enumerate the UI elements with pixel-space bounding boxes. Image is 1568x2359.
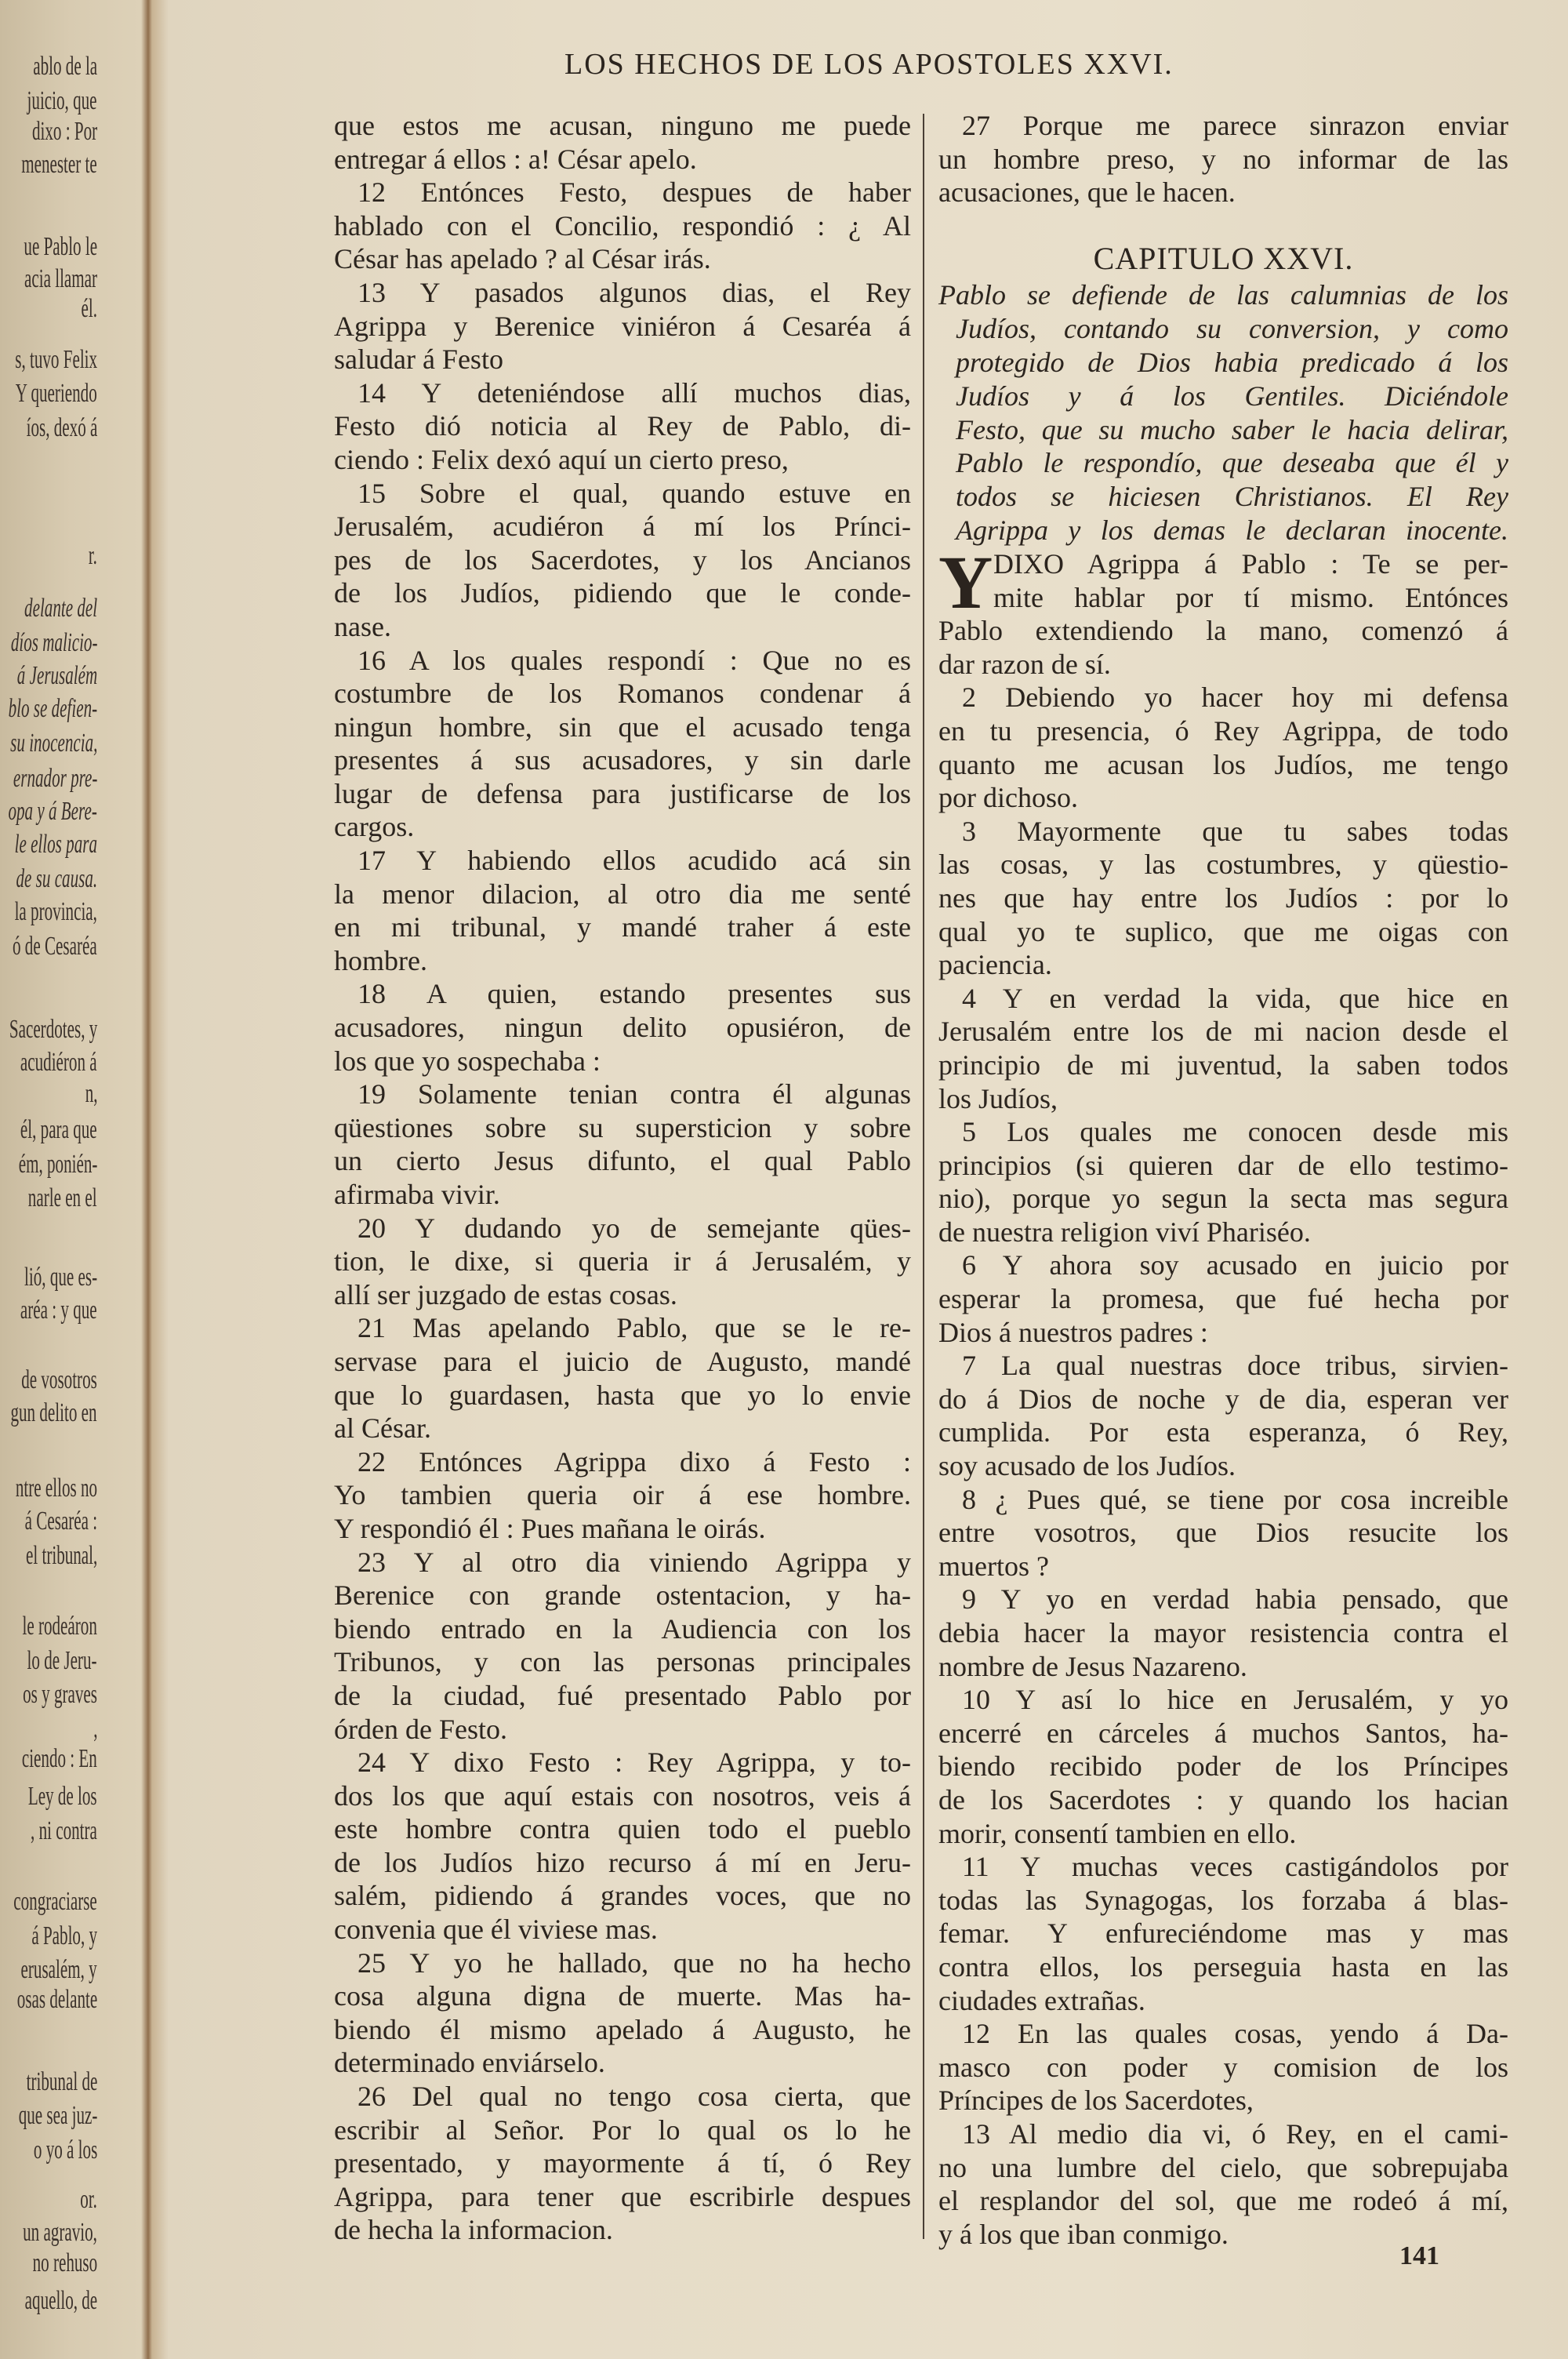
text-line: 21 Mas apelando Pablo, que se le re- bbox=[358, 1312, 911, 1344]
previous-page-fragment: él, para que bbox=[20, 1115, 97, 1145]
summary-line: Judíos, contando su conversion, y como bbox=[956, 312, 1508, 344]
text-line: servase para el juicio de Augusto, mandé bbox=[334, 1345, 911, 1377]
text-line: ciudades extrañas. bbox=[938, 1984, 1145, 2016]
previous-page-fragment: la provincia, bbox=[14, 897, 97, 927]
text-line: este hombre contra quien todo el pueblo bbox=[334, 1813, 911, 1845]
text-line: dos los que aquí estais con nosotros, veis á bbox=[334, 1779, 911, 1812]
previous-page-fragment: ó de Cesaréa bbox=[13, 932, 97, 961]
text-line: contra ellos, los perseguia hasta en las bbox=[938, 1950, 1508, 1983]
text-line: no una lumbre del cielo, que sobrepujaba bbox=[938, 2151, 1508, 2183]
previous-page-fragment: ernador pre- bbox=[13, 763, 97, 793]
previous-page-fragment: un agravio, bbox=[23, 2218, 97, 2248]
text-line: biendo recibido poder de los Príncipes bbox=[938, 1750, 1508, 1783]
text-line: 11 Y muchas veces castigándolos por bbox=[962, 1851, 1508, 1883]
previous-page-edge bbox=[0, 0, 146, 2359]
verse-paragraph bbox=[938, 1349, 1508, 1482]
verse-paragraph bbox=[938, 982, 1508, 1115]
text-line: esperar la promesa, que fué hecha por bbox=[938, 1283, 1508, 1315]
previous-page-fragment: narle en el bbox=[28, 1183, 97, 1212]
text-line: lugar de defensa para justificarse de los bbox=[334, 777, 911, 809]
previous-page-fragment: blo se defien- bbox=[8, 694, 97, 724]
text-line: principio de mi juventud, la saben todos bbox=[938, 1049, 1508, 1081]
text-line: la menor dilacion, al otro dia me senté bbox=[334, 878, 911, 910]
text-line: morir, consentí tambien en ello. bbox=[938, 1817, 1297, 1849]
text-line: Agrippa, para tener que escribirle despues bbox=[334, 2180, 911, 2212]
previous-page-fragment: congraciarse bbox=[13, 1887, 97, 1917]
text-line: quanto me acusan los Judíos, me tengo bbox=[938, 748, 1508, 780]
previous-page-fragment: ntre ellos no bbox=[15, 1473, 97, 1503]
text-line: acusadores, ningun delito opusiéron, de bbox=[334, 1012, 911, 1044]
previous-page-fragment: delante del bbox=[24, 593, 97, 623]
previous-page-fragment: acia llamar bbox=[24, 264, 97, 293]
text-line: 9 Y yo en verdad habia pensado, que bbox=[962, 1583, 1508, 1616]
text-line: 25 Y yo he hallado, que no ha hecho bbox=[358, 1946, 911, 1979]
previous-page-fragment: acudiéron á bbox=[20, 1048, 97, 1078]
previous-page-fragment: Ley de los bbox=[28, 1782, 97, 1811]
previous-page-fragment: díos malicio- bbox=[10, 627, 97, 657]
text-line: escribir al Señor. Por lo qual os lo he bbox=[334, 2114, 911, 2146]
summary-line: Agrippa y los demas le declaran inocente. bbox=[956, 514, 1508, 547]
right-column-verses bbox=[938, 614, 1508, 2251]
chapter-summary bbox=[938, 278, 1508, 547]
previous-page-fragment: aréa : y que bbox=[20, 1296, 97, 1325]
text-line: 2 Debiendo yo hacer hoy mi defensa bbox=[962, 682, 1508, 714]
text-line: allí ser juzgado de estas cosas. bbox=[334, 1278, 677, 1310]
text-line: pes de los Sacerdotes, y los Ancianos bbox=[334, 543, 911, 576]
previous-page-fragment: r. bbox=[88, 540, 97, 570]
text-line: presentes á sus acusadores, y sin darle bbox=[334, 744, 911, 776]
text-line: 20 Y dudando yo de semejante qües- bbox=[358, 1212, 911, 1244]
text-line: un hombre preso, y no informar de las bbox=[938, 143, 1508, 175]
text-line: en tu presencia, ó Rey Agrippa, de todo bbox=[938, 714, 1508, 747]
verse-paragraph bbox=[334, 109, 911, 176]
text-line: Tribunos, y con las personas principales bbox=[334, 1646, 911, 1678]
verse-paragraph bbox=[938, 1683, 1508, 1850]
previous-page-fragment: ablo de la bbox=[33, 52, 97, 82]
text-line: 8 ¿ Pues qué, se tiene por cosa increible bbox=[962, 1483, 1508, 1515]
text-line: 15 Sobre el qual, quando estuve en bbox=[358, 477, 911, 509]
verse-paragraph bbox=[334, 644, 911, 845]
verse-paragraph bbox=[334, 1946, 911, 2080]
previous-page-fragment: el tribunal, bbox=[25, 1541, 97, 1571]
text-line: 13 Al medio dia vi, ó Rey, en el cami- bbox=[962, 2117, 1508, 2150]
text-line: convenia que él viviese mas. bbox=[334, 1914, 658, 1946]
text-line: 24 Y dixo Festo : Rey Agrippa, y to- bbox=[358, 1747, 911, 1779]
verse-paragraph bbox=[334, 1078, 911, 1211]
text-line: Pablo extendiendo la mano, comenzó á bbox=[938, 615, 1508, 647]
previous-page-fragment: o yo á los bbox=[33, 2135, 97, 2165]
text-line: de los Judíos hizo recurso á mí en Jeru- bbox=[334, 1846, 911, 1878]
right-column-continuation bbox=[938, 109, 1508, 209]
text-line: Berenice con grande ostentacion, y ha- bbox=[334, 1579, 911, 1612]
text-line: Príncipes de los Sacerdotes, bbox=[938, 2085, 1254, 2117]
text-line: de los Sacerdotes : y quando los hacian bbox=[938, 1783, 1508, 1816]
text-line: 7 La qual nuestras doce tribus, sirvien- bbox=[962, 1350, 1508, 1382]
text-line: Y respondió él : Pues mañana le oirás. bbox=[334, 1512, 766, 1544]
previous-page-fragment: or. bbox=[80, 2185, 97, 2215]
text-line: encerré en cárceles á muchos Santos, ha- bbox=[938, 1717, 1508, 1749]
text-line: cosa alguna digna de muerte. Mas ha- bbox=[334, 1980, 911, 2012]
verse-paragraph bbox=[938, 2117, 1508, 2251]
previous-page-fragment: á Cesaréa : bbox=[24, 1507, 97, 1536]
text-line: de la ciudad, fué presentado Pablo por bbox=[334, 1679, 911, 1711]
text-line: nes que hay entre los Judíos : por lo bbox=[938, 881, 1508, 914]
previous-page-fragment: lo de Jeru- bbox=[27, 1646, 97, 1676]
text-line: afirmaba vivir. bbox=[334, 1179, 500, 1210]
text-line: paciencia. bbox=[938, 949, 1052, 981]
previous-page-fragment: Y queriendo bbox=[15, 378, 97, 408]
text-line: cargos. bbox=[334, 811, 415, 843]
previous-page-fragment: de vosotros bbox=[21, 1365, 97, 1394]
text-line: ningun hombre, sin que el acusado tenga bbox=[334, 711, 911, 743]
column-divider bbox=[923, 114, 924, 2239]
text-line: qual yo te suplico, que me oigas con bbox=[938, 915, 1508, 947]
previous-page-fragment: aquello, de bbox=[24, 2285, 97, 2315]
text-line: 16 A los quales respondí : Que no es bbox=[358, 644, 911, 676]
previous-page-fragment: ciendo : En bbox=[21, 1744, 97, 1774]
text-line: costumbre de los Romanos condenar á bbox=[334, 678, 911, 710]
text-line: los Judíos, bbox=[938, 1082, 1058, 1114]
text-line: en mi tribunal, y mandé traher á este bbox=[334, 911, 911, 943]
verse-paragraph bbox=[938, 681, 1508, 814]
text-line: entre vosotros, que Dios resucite los bbox=[938, 1517, 1508, 1549]
verse-paragraph bbox=[334, 1212, 911, 1312]
previous-page-fragment: que sea juz- bbox=[18, 2100, 97, 2130]
text-line: al César. bbox=[334, 1412, 431, 1445]
previous-page-fragment: opa y á Bere- bbox=[8, 796, 97, 826]
text-line: 23 Y al otro dia viniendo Agrippa y bbox=[358, 1546, 911, 1578]
verse-paragraph bbox=[334, 1546, 911, 1747]
text-line: Agrippa y Berenice viniéron á Cesaréa á bbox=[334, 310, 911, 342]
previous-page-fragment: le rodeáron bbox=[22, 1612, 97, 1641]
running-title: LOS HECHOS DE LOS APOSTOLES XXVI. bbox=[564, 48, 1174, 81]
text-line: Dios á nuestros padres : bbox=[938, 1316, 1208, 1348]
text-line: órden de Festo. bbox=[334, 1713, 507, 1745]
text-line: 18 A quien, estando presentes sus bbox=[358, 978, 911, 1010]
text-line: de nuestra religion viví Phariséo. bbox=[938, 1216, 1311, 1248]
summary-line: Pablo se defiende de las calumnias de los bbox=[938, 279, 1508, 311]
previous-page-fragment: os y graves bbox=[23, 1679, 97, 1709]
text-line: 22 Entónces Agrippa dixo á Festo : bbox=[358, 1445, 911, 1478]
text-line: principios (si quieren dar de ello testimo- bbox=[938, 1149, 1508, 1181]
text-line: 14 Y deteniéndose allí muchos dias, bbox=[358, 376, 911, 409]
verse-paragraph bbox=[938, 1249, 1508, 1349]
text-line: presentado, y mayormente á tí, ó Rey bbox=[334, 2147, 911, 2179]
previous-page-fragment: á Pablo, y bbox=[31, 1921, 97, 1951]
previous-page-fragment: tribunal de bbox=[26, 2067, 97, 2097]
previous-page-fragment: juicio, que bbox=[27, 86, 97, 116]
text-line: saludar á Festo bbox=[334, 343, 503, 376]
text-line: el resplandor del sol, que me rodeó á mí, bbox=[938, 2185, 1508, 2217]
text-line: 4 Y en verdad la vida, que hice en bbox=[962, 982, 1508, 1014]
text-line: 6 Y ahora soy acusado en juicio por bbox=[962, 1249, 1508, 1281]
text-line: salém, pidiendo á grandes voces, que no bbox=[334, 1880, 911, 1912]
text-line: 13 Y pasados algunos dias, el Rey bbox=[358, 276, 911, 308]
text-line: César has apelado ? al César irás. bbox=[334, 243, 711, 275]
verse-paragraph bbox=[334, 977, 911, 1078]
verse-paragraph bbox=[334, 2080, 911, 2247]
text-line: dar razon de sí. bbox=[938, 648, 1111, 680]
verse-paragraph bbox=[334, 1445, 911, 1546]
text-line: debia hacer la mayor resistencia contra el bbox=[938, 1617, 1508, 1648]
previous-page-fragment: n, bbox=[85, 1079, 97, 1109]
verse-paragraph bbox=[334, 477, 911, 644]
chapter-heading: CAPITULO XXVI. bbox=[1093, 241, 1354, 276]
text-line: que estos me acusan, ninguno me puede bbox=[334, 110, 911, 141]
previous-page-fragment: de su causa. bbox=[16, 864, 97, 894]
text-line: y á los que iban conmigo. bbox=[938, 2218, 1229, 2250]
previous-page-fragment: erusalém, y bbox=[20, 1954, 97, 1984]
summary-line: protegido de Dios habia predicado á los bbox=[956, 346, 1508, 378]
previous-page-fragment: él. bbox=[81, 294, 97, 324]
verse-paragraph bbox=[938, 2017, 1508, 2117]
text-line: masco con poder y comision de los bbox=[938, 2051, 1508, 2083]
text-line: 26 Del qual no tengo cosa cierta, que bbox=[358, 2081, 911, 2113]
previous-page-fragment: osas delante bbox=[16, 1984, 97, 2014]
previous-page-fragment: íos, dexó á bbox=[26, 413, 97, 442]
text-line: soy acusado de los Judíos. bbox=[938, 1450, 1236, 1482]
text-line: 3 Mayormente que tu sabes todas bbox=[962, 815, 1508, 847]
previous-page-fragment: ém, ponién- bbox=[18, 1150, 97, 1180]
previous-page-fragment: su inocencia, bbox=[9, 729, 97, 758]
verse-paragraph bbox=[334, 376, 911, 477]
text-line: Jerusalém, acudiéron á mí los Prínci- bbox=[334, 511, 911, 543]
text-line: hombre. bbox=[334, 944, 427, 976]
text-line: Yo tambien queria oir á ese hombre. bbox=[334, 1479, 911, 1511]
text-line: cumplida. Por esta esperanza, ó Rey, bbox=[938, 1416, 1508, 1448]
text-line: de los Judíos, pidiendo que le conde- bbox=[334, 577, 911, 609]
verse-paragraph bbox=[938, 815, 1508, 982]
summary-line: Judíos y á los Gentiles. Diciéndole bbox=[956, 380, 1508, 412]
text-line: DIXO Agrippa á Pablo : Te se per- bbox=[993, 548, 1508, 580]
previous-page-fragment: á Jerusalém bbox=[16, 661, 97, 691]
opening-lines-beside-cap bbox=[938, 540, 1508, 624]
verse-paragraph bbox=[334, 176, 911, 276]
text-line: femar. Y enfureciéndome mas y mas bbox=[938, 1917, 1508, 1950]
previous-page-fragment: gun delito en bbox=[10, 1398, 97, 1427]
verse-paragraph bbox=[334, 1746, 911, 1946]
text-line: 12 Entónces Festo, despues de haber bbox=[358, 176, 911, 209]
text-line: los que yo sospechaba : bbox=[334, 1045, 601, 1077]
verse-paragraph bbox=[334, 276, 911, 376]
text-line: biendo él mismo apelado á Augusto, he bbox=[334, 2013, 911, 2045]
verse-paragraph bbox=[938, 1850, 1508, 2017]
right-column-body bbox=[938, 540, 1508, 2251]
text-line: muertos ? bbox=[938, 1550, 1049, 1582]
text-line: entregar á ellos : a! César apelo. bbox=[334, 143, 697, 175]
text-line: biendo entrado en la Audiencia con los bbox=[334, 1612, 911, 1645]
text-line: Festo dió noticia al Rey de Pablo, di- bbox=[334, 410, 911, 442]
previous-page-fragment: , bbox=[93, 1714, 97, 1743]
text-line: do á Dios de noche y de dia, esperan ver bbox=[938, 1383, 1508, 1415]
text-line: 5 Los quales me conocen desde mis bbox=[962, 1116, 1508, 1148]
text-line: tion, le dixe, si queria ir á Jerusalém, y bbox=[334, 1245, 911, 1278]
text-line: 19 Solamente tenian contra él algunas bbox=[358, 1078, 911, 1110]
text-line: 10 Y así lo hice en Jerusalém, y yo bbox=[962, 1684, 1508, 1716]
text-line: un cierto Jesus difunto, el qual Pablo bbox=[334, 1145, 911, 1177]
previous-page-fragment: , ni contra bbox=[31, 1816, 97, 1846]
text-line: de hecha la informacion. bbox=[334, 2214, 613, 2246]
text-line: hablado con el Concilio, respondió : ¿ Al bbox=[334, 209, 911, 242]
drop-cap: Y bbox=[938, 540, 993, 624]
previous-page-fragment: menester te bbox=[21, 149, 97, 179]
summary-line: todos se hiciesen Christianos. El Rey bbox=[956, 481, 1508, 513]
text-line: ciendo : Felix dexó aquí un cierto preso, bbox=[334, 443, 789, 475]
previous-page-fragment: s, tuvo Felix bbox=[15, 345, 97, 375]
verse-paragraph bbox=[938, 1583, 1508, 1683]
left-column bbox=[334, 109, 911, 2247]
text-line: determinado enviárselo. bbox=[334, 2047, 605, 2079]
text-line: mite hablar por tí mismo. Entónces bbox=[993, 581, 1508, 613]
text-line: por dichoso. bbox=[938, 782, 1078, 814]
text-line: 12 En las quales cosas, yendo á Da- bbox=[962, 2018, 1508, 2050]
previous-page-fragment: dixo : Por bbox=[31, 116, 97, 146]
verse-paragraph bbox=[938, 1483, 1508, 1583]
page-number: 141 bbox=[1399, 2241, 1439, 2270]
text-line: las cosas, y las costumbres, y qüestio- bbox=[938, 849, 1508, 881]
text-line: nase. bbox=[334, 610, 391, 642]
text-line: que lo guardasen, hasta que yo lo envie bbox=[334, 1379, 911, 1411]
summary-line: Pablo le respondío, que deseaba que él y bbox=[956, 447, 1508, 479]
previous-page-fragment: Sacerdotes, y bbox=[9, 1014, 97, 1044]
summary-line: Festo, que su mucho saber le hacia delirar, bbox=[956, 413, 1508, 445]
verse-paragraph bbox=[334, 844, 911, 977]
verse-paragraph bbox=[334, 1311, 911, 1445]
text-line: nio), porque yo segun la secta mas segura bbox=[938, 1183, 1508, 1215]
previous-page-fragment: lió, que es- bbox=[24, 1263, 97, 1292]
text-line: nombre de Jesus Nazareno. bbox=[938, 1650, 1247, 1682]
previous-page-fragment: no rehuso bbox=[32, 2248, 97, 2277]
previous-page-fragment: ue Pablo le bbox=[24, 232, 97, 262]
text-line: 27 Porque me parece sinrazon enviar bbox=[962, 110, 1508, 141]
text-line: 17 Y habiendo ellos acudido acá sin bbox=[358, 845, 911, 877]
text-line: acusaciones, que le hacen. bbox=[938, 176, 1236, 209]
verse-paragraph bbox=[938, 1115, 1508, 1249]
text-line: Jerusalém entre los de mi nacion desde el bbox=[938, 1016, 1508, 1048]
text-line: qüestiones sobre su supersticion y sobre bbox=[334, 1111, 911, 1143]
text-line: todas las Synagogas, los forzaba á blas- bbox=[938, 1884, 1508, 1916]
previous-page-fragment: le ellos para bbox=[14, 829, 97, 859]
